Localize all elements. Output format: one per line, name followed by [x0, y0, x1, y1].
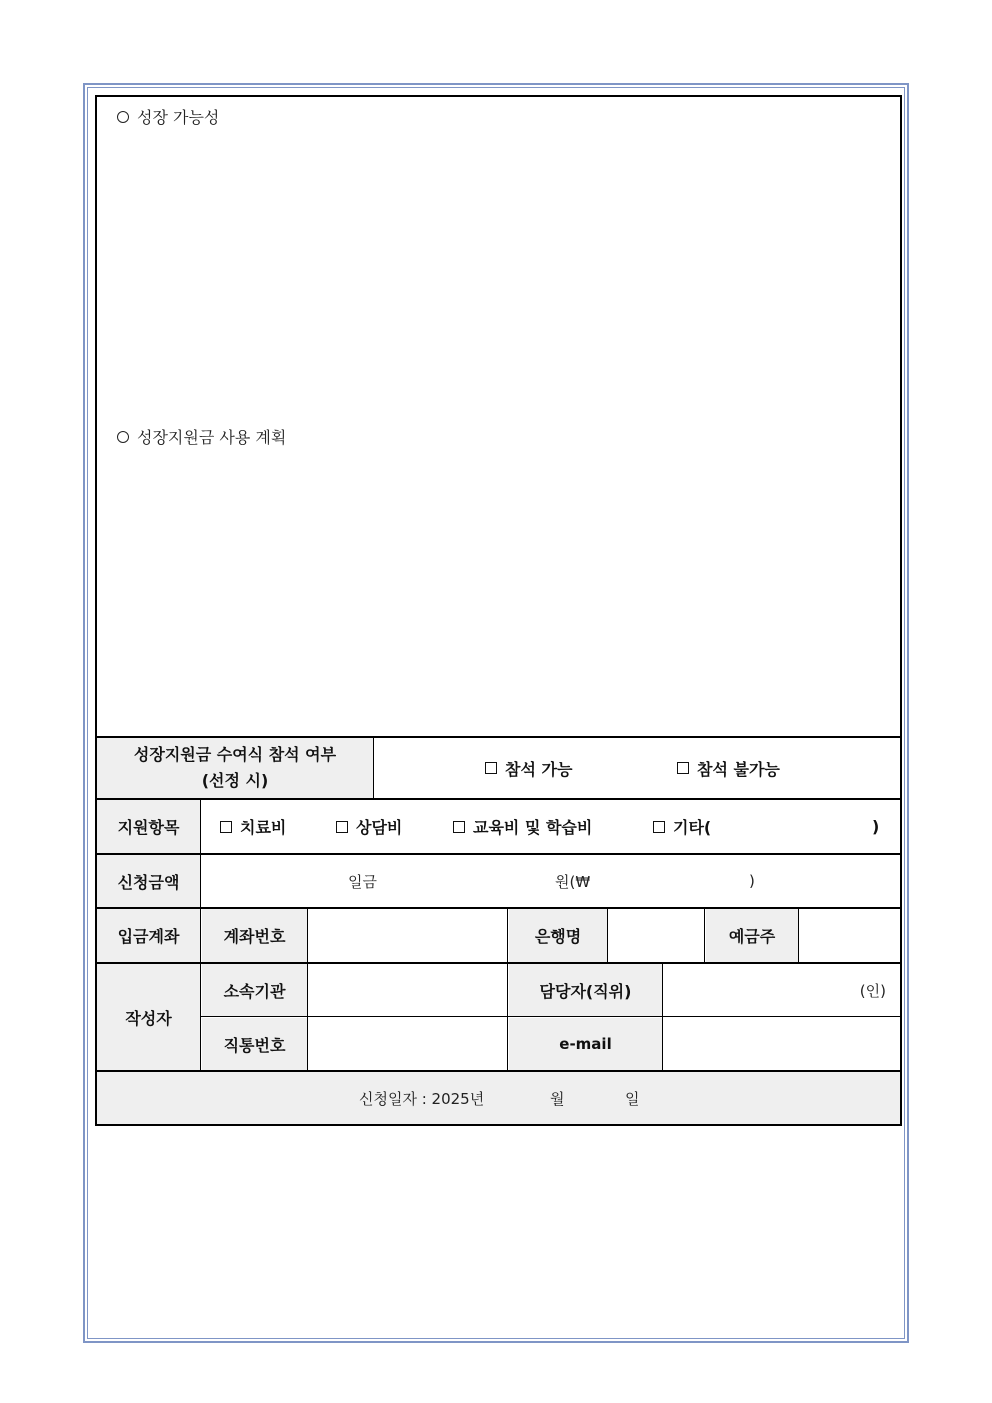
circle-bullet-icon [117, 431, 129, 443]
cell-divider [607, 909, 608, 962]
ceremony-options-cell [375, 738, 900, 798]
support-other-closing-paren: ) [872, 817, 880, 836]
checkbox-icon[interactable] [653, 821, 665, 833]
label-column-divider [200, 800, 201, 1070]
date-cell [97, 1072, 900, 1124]
cell-divider [507, 909, 508, 1070]
growth-potential-label: 성장 가능성 [137, 108, 220, 127]
fund-usage-plan-heading [117, 425, 286, 448]
amount-closing-paren: ) [749, 872, 755, 890]
org-label: 소속기관 [223, 981, 286, 1001]
cell-divider [307, 909, 308, 1070]
bank-name-label-cell [509, 909, 607, 962]
bank-name-label: 은행명 [534, 927, 582, 946]
amount-korean-prefix: 일금 [348, 872, 377, 891]
holder-label: 예금주 [728, 927, 776, 946]
growth-potential-heading [117, 105, 219, 128]
bank-name-input[interactable] [609, 909, 704, 962]
email-label: e-mail [559, 1035, 612, 1053]
seal-mark: (인) [859, 981, 886, 1000]
support-option-label: 기타( [673, 818, 712, 837]
ceremony-label-line2: (선정 시) [201, 771, 269, 790]
date-day: 일 [625, 1089, 640, 1108]
date-prefix: 신청일자 : 2025년 [359, 1089, 485, 1108]
support-items-label-cell [97, 800, 200, 853]
support-option-treatment[interactable] [220, 815, 286, 838]
holder-label-cell [706, 909, 798, 962]
account-number-label-cell [202, 909, 307, 962]
ceremony-yes-option[interactable] [485, 757, 572, 780]
phone-label: 직통번호 [223, 1035, 286, 1055]
ceremony-label-line1: 성장지원금 수여식 참석 여부 [133, 745, 337, 764]
growth-potential-textarea[interactable] [97, 127, 900, 417]
date-month: 월 [550, 1089, 565, 1108]
account-number-input[interactable] [309, 909, 507, 962]
support-option-counseling[interactable] [336, 815, 402, 838]
checkbox-icon[interactable] [336, 821, 348, 833]
support-option-label: 상담비 [356, 818, 403, 837]
checkbox-icon[interactable] [453, 821, 465, 833]
phone-input[interactable] [309, 1018, 507, 1070]
fund-usage-plan-label: 성장지원금 사용 계획 [137, 428, 287, 447]
email-label-cell [509, 1018, 662, 1070]
account-label-cell [97, 909, 200, 962]
phone-label-cell [202, 1018, 307, 1070]
ceremony-yes-label: 참석 가능 [505, 759, 573, 779]
fund-usage-plan-textarea[interactable] [97, 447, 900, 735]
org-label-cell [202, 964, 307, 1016]
manager-label: 담당자(직위) [539, 981, 632, 1001]
support-option-education[interactable] [453, 815, 592, 838]
cell-divider [373, 738, 374, 798]
support-option-label: 치료비 [240, 818, 287, 837]
row-divider [200, 1016, 900, 1017]
amount-input-cell[interactable] [202, 855, 900, 907]
amount-label: 신청금액 [117, 872, 180, 892]
ceremony-no-label: 참석 불가능 [697, 759, 780, 779]
org-input[interactable] [309, 964, 507, 1016]
writer-label-cell [97, 964, 200, 1070]
cell-divider [798, 909, 799, 962]
checkbox-icon[interactable] [485, 762, 497, 774]
checkbox-icon[interactable] [220, 821, 232, 833]
manager-label-cell [509, 964, 662, 1016]
account-number-label: 계좌번호 [223, 927, 286, 946]
cell-divider [704, 909, 705, 962]
cell-divider [662, 964, 663, 1070]
checkbox-icon[interactable] [677, 762, 689, 774]
email-input[interactable] [664, 1018, 900, 1070]
amount-label-cell [97, 855, 200, 907]
writer-label: 작성자 [125, 1008, 172, 1028]
ceremony-no-option[interactable] [677, 757, 780, 780]
ceremony-label-cell [97, 738, 373, 798]
support-option-label: 교육비 및 학습비 [473, 818, 593, 837]
application-form [95, 95, 902, 1126]
holder-input[interactable] [800, 909, 900, 962]
circle-bullet-icon [117, 111, 129, 123]
support-items-label: 지원항목 [117, 818, 180, 837]
support-items-options-cell [202, 800, 900, 853]
amount-won-prefix: 원(₩ [555, 872, 591, 891]
manager-input[interactable] [664, 964, 900, 1016]
account-label: 입금계좌 [117, 927, 180, 946]
support-option-other[interactable] [653, 815, 711, 838]
